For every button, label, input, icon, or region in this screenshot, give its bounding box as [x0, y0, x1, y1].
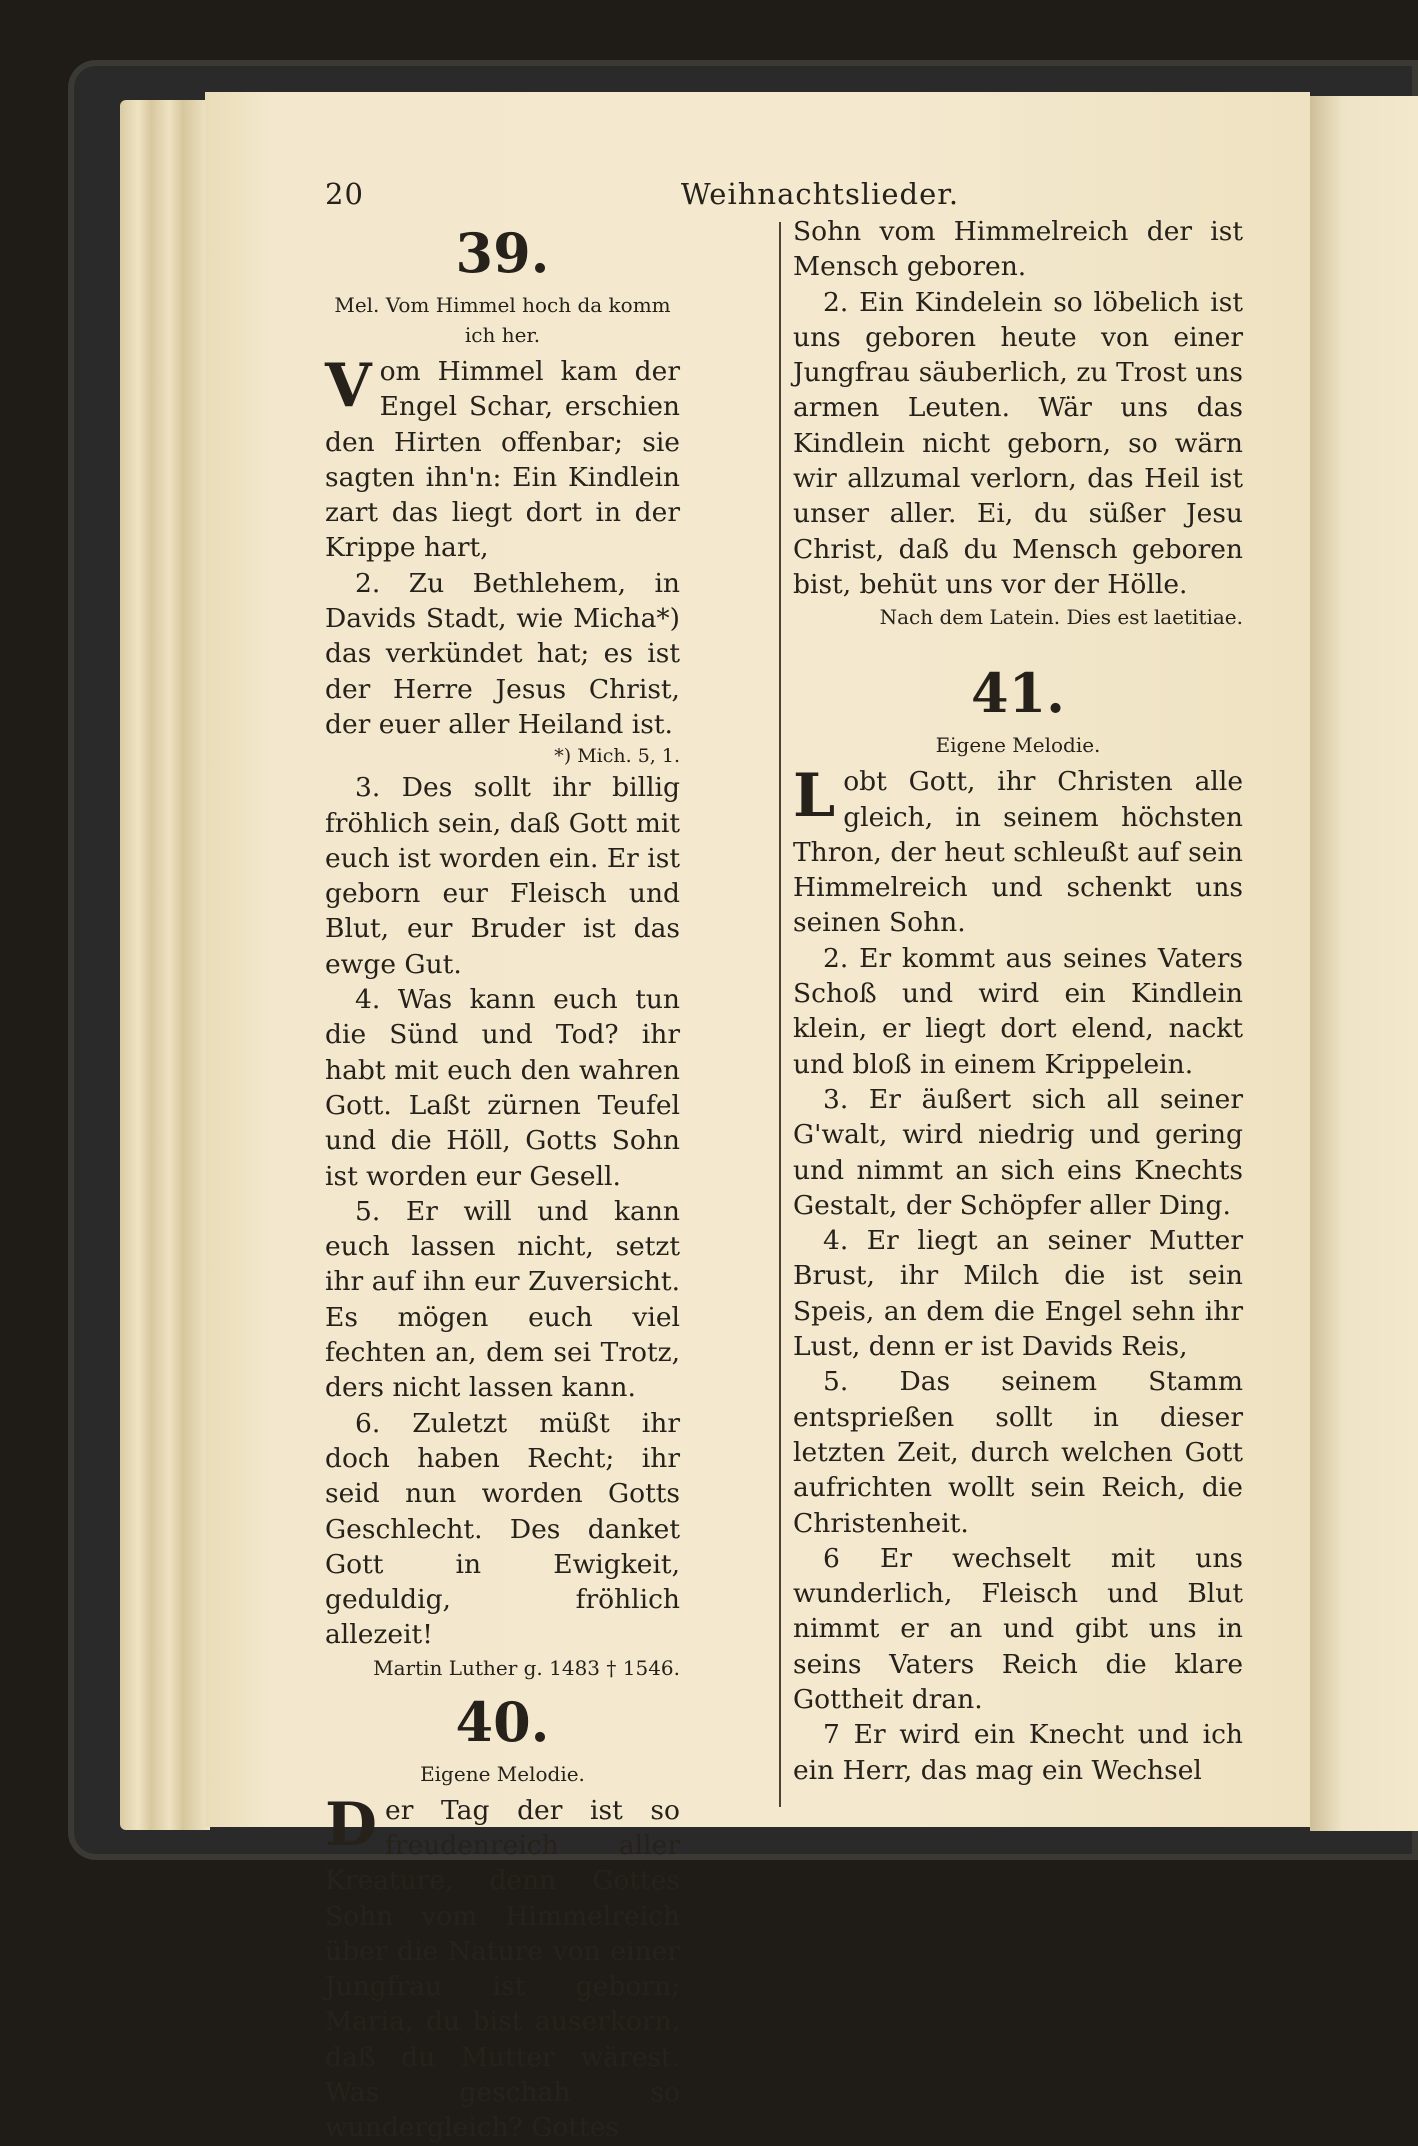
verse-text: er Tag der ist so freudenreich aller Kreature, denn Gottes Sohn vom Himmelreich über die Nature von einer Jungfrau ist geborn; Maria, du bist auserkorn, daß du Mutter wärest. Was geschah so wundergleich? Gottes	[325, 1794, 680, 2144]
drop-cap: L	[793, 761, 836, 832]
verse-text: om Himmel kam der Engel Schar, erschien den Hirten offenbar; sie sagten ihn'n: Ein Kindlein zart das liegt dort in der Krippe hart,	[325, 356, 680, 564]
hymn-41-verse-5: 5. Das seinem Stamm entsprießen sollt in dieser letzten Zeit, durch welchen Gott aufrichten wollt sein Reich, die Christenheit.	[793, 1366, 1243, 1539]
hymn-41-verse-4: 4. Er liegt an seiner Mutter Brust, ihr Milch die ist sein Speis, an dem die Engel sehn ihr Lust, denn er ist Davids Reis,	[793, 1225, 1243, 1363]
book-page	[205, 92, 1310, 2144]
hymn-39-melody: Mel. Vom Himmel hoch da komm ich her.	[334, 293, 671, 347]
page-stack-edge	[120, 100, 210, 1830]
hymn-41-verse-7: 7 Er wird ein Knecht und ich ein Herr, das mag ein Wechsel	[793, 1719, 1243, 1786]
drop-cap: D	[325, 1789, 378, 1860]
column-divider	[779, 222, 781, 1807]
verse-text: obt Gott, ihr Christen alle gleich, in seinem höchsten Thron, der heut schleußt auf sein Himmelreich und schenkt uns seinen Sohn.	[793, 766, 1243, 939]
hymn-39-verse-6: 6. Zuletzt müßt ihr doch haben Recht; ihr seid nun worden Gotts Geschlecht. Des danket Gott in Ewigkeit, geduldig, fröhlich allezeit!	[325, 1407, 680, 1651]
footnote: *) Mich. 5, 1.	[554, 745, 680, 768]
hymn-41-verse-3: 3. Er äußert sich all seiner G'walt, wird niedrig und gering und nimmt an sich eins Knechts Gestalt, der Schöpfer aller Ding.	[793, 1083, 1243, 1221]
spacer	[793, 632, 1243, 654]
hymn-41-verse-2: 2. Er kommt aus seines Vaters Schoß und wird ein Kindlein klein, er liegt dort elend, nackt und bloß in einem Krippelein.	[793, 942, 1243, 1080]
hymn-number-41: 41.	[971, 661, 1065, 726]
hymn-40-verse-2: 2. Ein Kindelein so löbelich ist uns geboren heute von einer Jungfrau säuberlich, zu Trost uns armen Leuten. Wär uns das Kindlein nicht geborn, so wärn wir allzumal verlorn, das Heil ist unser aller. Ei, du süßer Jesu Christ, daß du Mensch geboren bist, behüt uns vor der Hölle.	[793, 286, 1243, 600]
hymn-40-melody: Eigene Melodie.	[420, 1761, 585, 1786]
hymn-41-verse-6: 6 Er wechselt mit uns wunderlich, Fleisch und Blut nimmt er an und gibt uns in seins Vaters Reich die klare Gottheit dran.	[793, 1542, 1243, 1715]
hymn-number-40: 40.	[455, 1689, 550, 1754]
page-number: 20	[325, 177, 364, 211]
hymn-39-verse-2: 2. Zu Bethlehem, in Davids Stadt, wie Micha*) das verkündet hat; es ist der Herre Jesus Christ, der euer aller Heiland ist.	[325, 567, 680, 740]
left-column	[325, 214, 680, 2146]
hymn-40-attribution: Nach dem Latein. Dies est laetitiae.	[879, 605, 1243, 630]
hymn-39-verse-4: 4. Was kann euch tun die Sünd und Tod? ihr habt mit euch den wahren Gott. Laßt zürnen Teufel und die Höll, Gotts Sohn ist worden eur Gesell.	[325, 984, 680, 1192]
running-title: Weihnachtslieder.	[680, 177, 960, 211]
hymn-41-melody: Eigene Melodie.	[935, 733, 1101, 758]
drop-cap: V	[325, 351, 372, 421]
hymn-39-attribution: Martin Luther g. 1483 † 1546.	[373, 1655, 680, 1680]
hymn-40-verse-1	[325, 1789, 680, 2146]
hymn-number-39: 39.	[455, 221, 550, 285]
hymn-40-verse-1-continued: Sohn vom Himmelreich der ist Mensch geboren.	[793, 216, 1243, 283]
hymn-39-verse-1	[325, 351, 680, 566]
right-column	[793, 214, 1243, 1788]
facing-page-edge	[1310, 96, 1418, 1831]
page-header	[325, 177, 1095, 217]
hymn-39-verse-3: 3. Des sollt ihr billig fröhlich sein, daß Gott mit euch ist worden ein. Er ist geborn eur Fleisch und Blut, eur Bruder ist das ewge Gut.	[325, 772, 680, 980]
hymn-41-verse-1	[793, 761, 1243, 940]
hymn-39-verse-5: 5. Er will und kann euch lassen nicht, setzt ihr auf ihn eur Zuversicht. Es mögen euch viel fechten an, dem sei Trotz, ders nicht lassen kann.	[325, 1195, 680, 1404]
